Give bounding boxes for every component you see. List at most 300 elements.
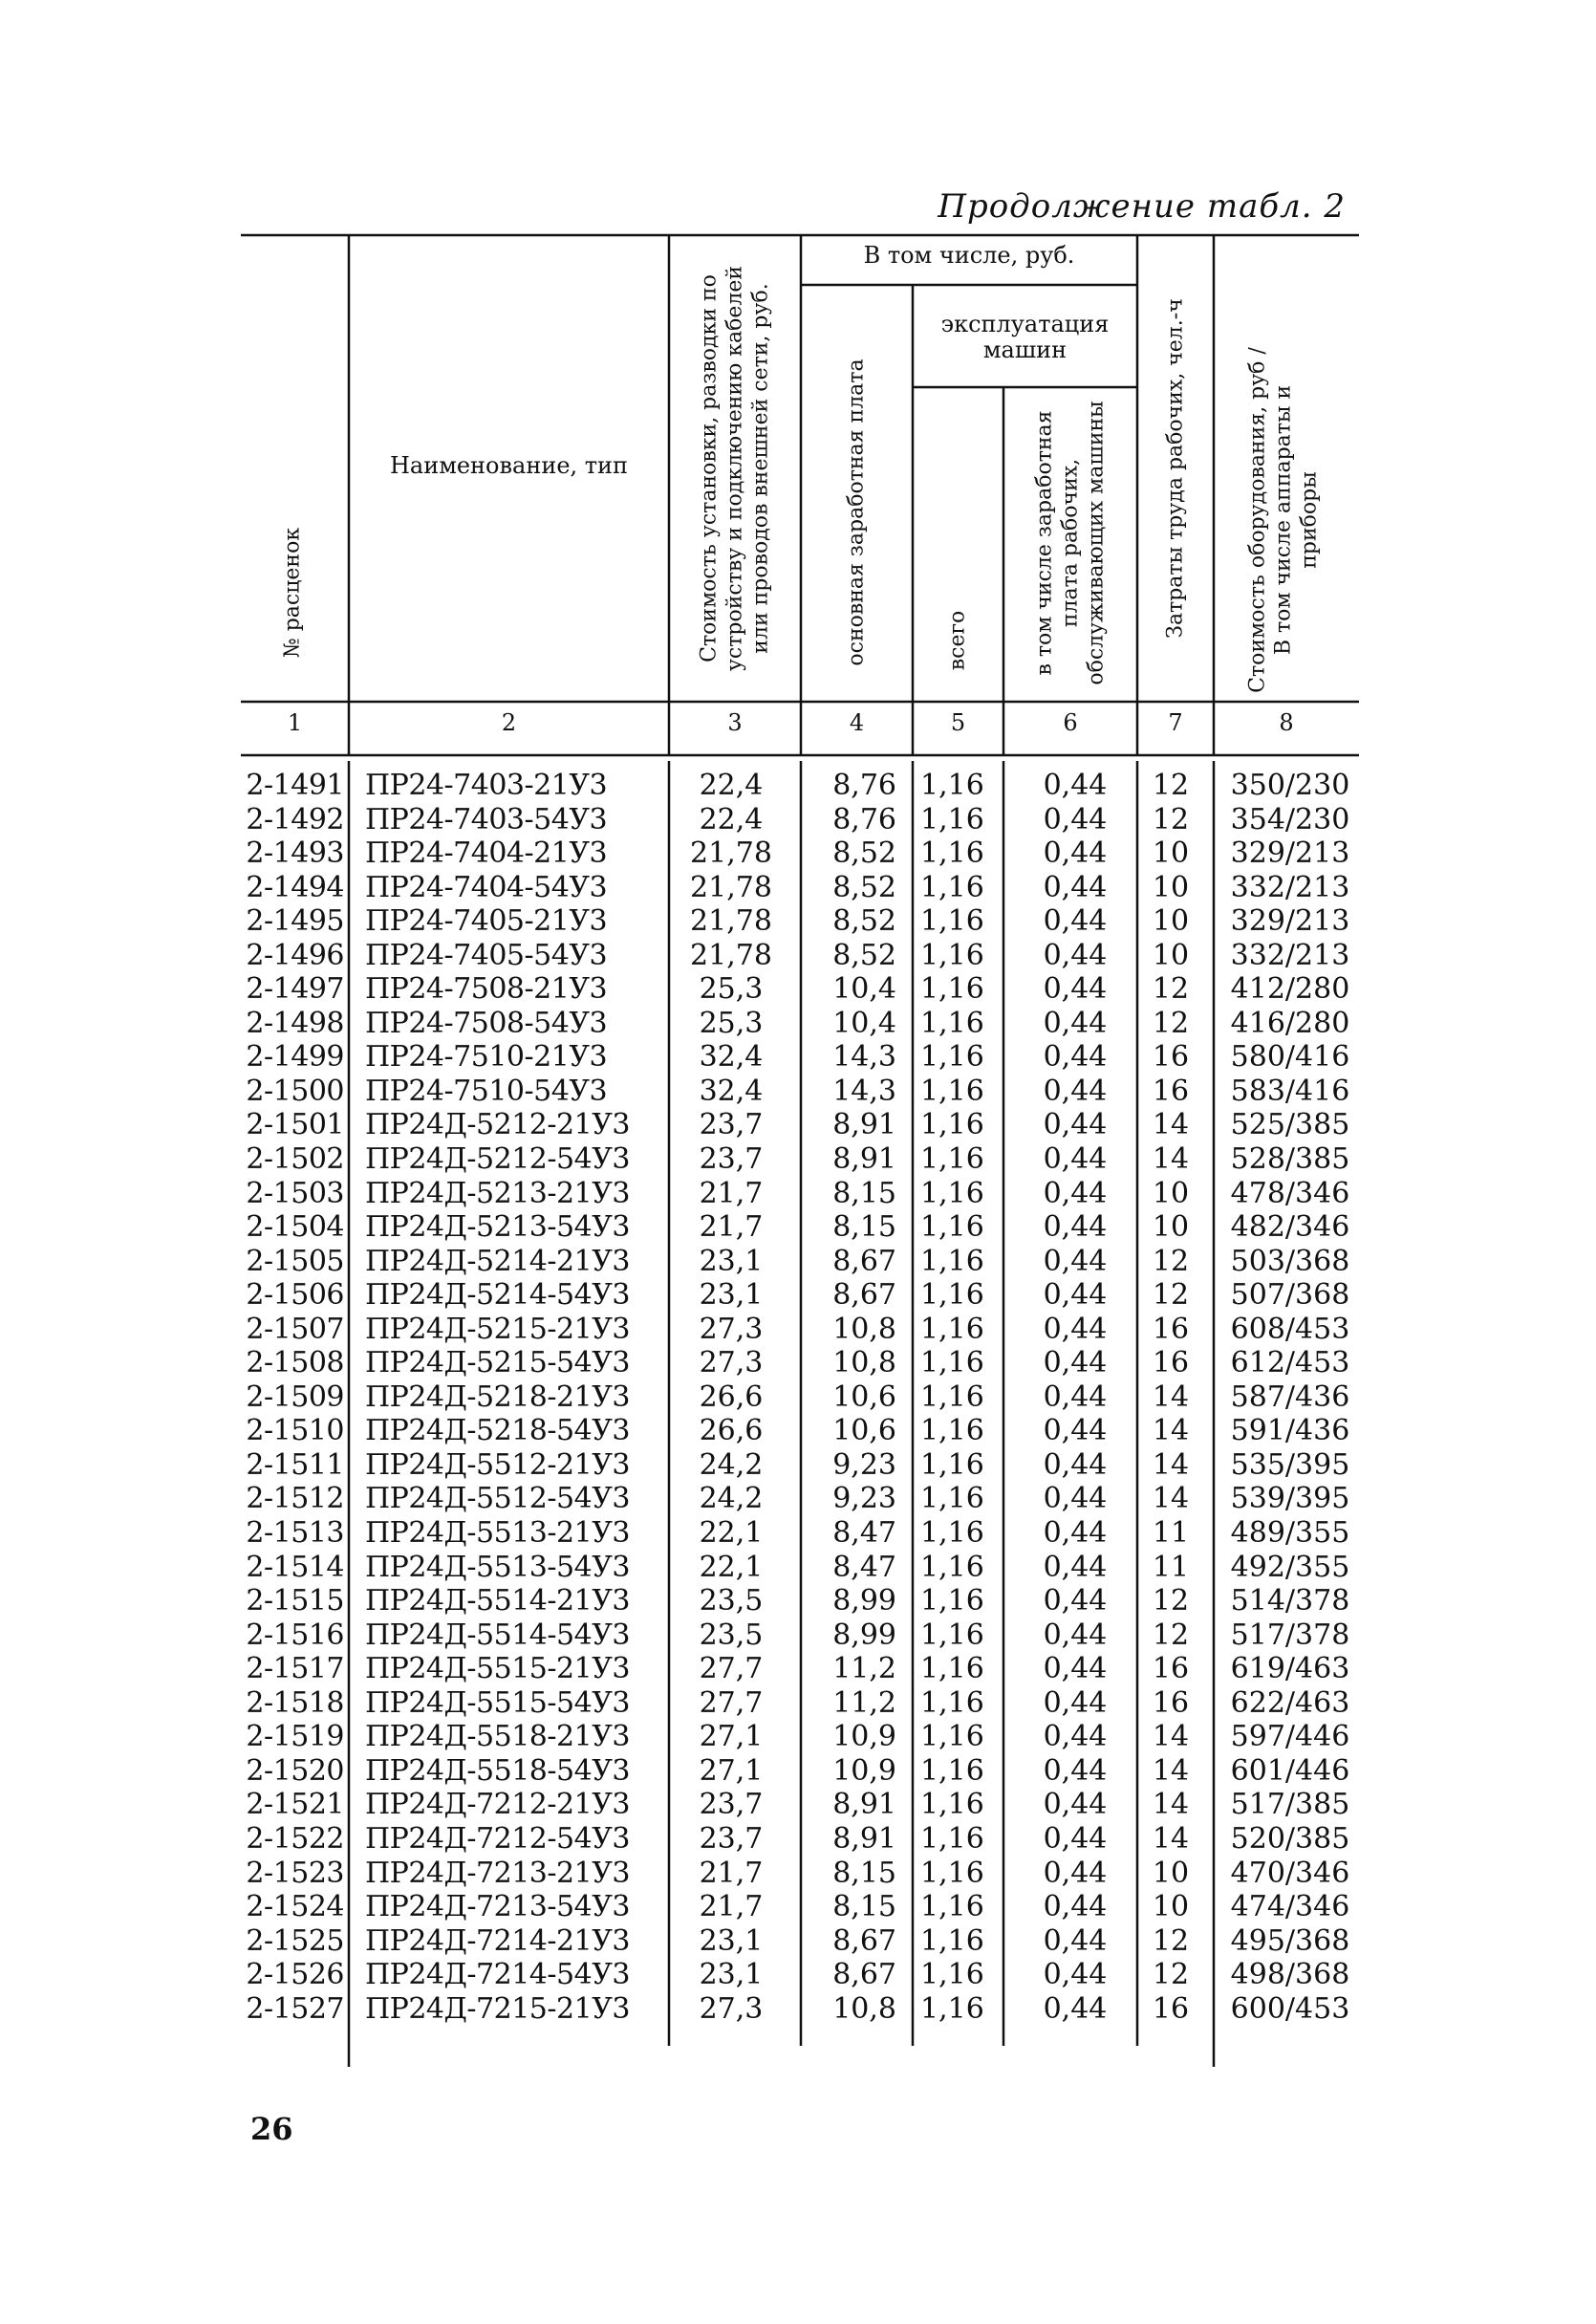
cell-basic-wage: 8,52: [832, 836, 896, 871]
cell-machine-operator-wage: 0,44: [1043, 1414, 1108, 1448]
cell-install-cost: 24,2: [699, 1482, 764, 1516]
cell-labor-cost: 16: [1152, 1312, 1190, 1346]
cell-labor-cost: 12: [1152, 1584, 1190, 1618]
cell-machine-operator-wage: 0,44: [1043, 904, 1108, 939]
cell-rate-number: 2-1499: [246, 1040, 344, 1075]
cell-labor-cost: 12: [1152, 802, 1190, 836]
cell-labor-cost: 10: [1152, 1210, 1190, 1245]
cell-equipment-cost: 329/213: [1230, 836, 1350, 871]
cell-rate-number: 2-1491: [246, 769, 344, 802]
cell-install-cost: 21,7: [699, 1890, 764, 1924]
cell-equipment-cost: 416/280: [1230, 1006, 1350, 1040]
cell-labor-cost: 14: [1152, 1788, 1190, 1822]
cell-labor-cost: 14: [1152, 1142, 1190, 1177]
cell-basic-wage: 8,52: [832, 904, 896, 939]
table-row: [0, 1142, 1596, 1177]
cell-equipment-cost: 495/368: [1230, 1923, 1350, 1958]
cell-machines-total: 1,16: [920, 870, 984, 904]
cell-machines-total: 1,16: [920, 904, 984, 939]
cell-machines-total: 1,16: [920, 1821, 984, 1856]
cell-rate-number: 2-1523: [246, 1856, 344, 1890]
cell-install-cost: 25,3: [699, 1006, 764, 1040]
cell-equipment-cost: 503/368: [1230, 1244, 1350, 1278]
cell-rate-number: 2-1521: [246, 1788, 344, 1822]
cell-equipment-cost: 332/213: [1230, 870, 1350, 904]
cell-name-type: ПР24Д-5215-21У3: [365, 1312, 630, 1346]
cell-rate-number: 2-1494: [246, 870, 344, 904]
cell-machine-operator-wage: 0,44: [1043, 1516, 1108, 1551]
cell-install-cost: 21,78: [690, 938, 772, 972]
table-body: [0, 769, 1596, 2026]
cell-labor-cost: 12: [1152, 1958, 1190, 1992]
cell-machines-total: 1,16: [920, 802, 984, 836]
cell-install-cost: 22,4: [699, 802, 764, 836]
cell-install-cost: 21,7: [699, 1210, 764, 1245]
table-row: [0, 1618, 1596, 1653]
cell-rate-number: 2-1518: [246, 1685, 344, 1720]
cell-name-type: ПР24Д-5512-21У3: [365, 1447, 630, 1482]
cell-rate-number: 2-1505: [246, 1244, 344, 1278]
cell-install-cost: 27,3: [699, 1991, 764, 2026]
cell-machine-operator-wage: 0,44: [1043, 1991, 1108, 2026]
cell-install-cost: 24,2: [699, 1447, 764, 1482]
cell-labor-cost: 10: [1152, 904, 1190, 939]
cell-rate-number: 2-1524: [246, 1890, 344, 1924]
cell-rate-number: 2-1522: [246, 1821, 344, 1856]
cell-equipment-cost: 507/368: [1230, 1278, 1350, 1313]
cell-labor-cost: 12: [1152, 1923, 1190, 1958]
col-number-2: 2: [501, 709, 517, 736]
header-basic-wage: основная заработная плата: [844, 358, 869, 666]
cell-machines-total: 1,16: [920, 1142, 984, 1177]
cell-name-type: ПР24-7405-21У3: [365, 904, 608, 939]
cell-rate-number: 2-1511: [246, 1447, 344, 1482]
cell-labor-cost: 10: [1152, 1176, 1190, 1210]
cell-install-cost: 23,1: [699, 1278, 764, 1313]
cell-basic-wage: 11,2: [832, 1685, 896, 1720]
table-row: [0, 1210, 1596, 1245]
cell-labor-cost: 14: [1152, 1720, 1190, 1754]
cell-basic-wage: 8,15: [832, 1890, 896, 1924]
col-number-7: 7: [1168, 709, 1183, 736]
cell-machines-total: 1,16: [920, 1584, 984, 1618]
cell-machine-operator-wage: 0,44: [1043, 1652, 1108, 1686]
cell-labor-cost: 12: [1152, 972, 1190, 1007]
cell-name-type: ПР24-7403-54У3: [365, 802, 608, 836]
cell-machine-operator-wage: 0,44: [1043, 1312, 1108, 1346]
table-caption: Продолжение табл. 2: [938, 187, 1346, 226]
cell-basic-wage: 8,76: [832, 802, 896, 836]
table-row: [0, 904, 1596, 939]
cell-install-cost: 27,1: [699, 1720, 764, 1754]
cell-basic-wage: 8,47: [832, 1550, 896, 1584]
table-row: [0, 1958, 1596, 1992]
cell-equipment-cost: 482/346: [1230, 1210, 1350, 1245]
header-name-type: Наименование, тип: [389, 452, 629, 479]
cell-machines-total: 1,16: [920, 1346, 984, 1380]
cell-labor-cost: 10: [1152, 1890, 1190, 1924]
cell-rate-number: 2-1501: [246, 1108, 344, 1142]
cell-labor-cost: 14: [1152, 1821, 1190, 1856]
cell-name-type: ПР24Д-5514-21У3: [365, 1584, 630, 1618]
cell-machine-operator-wage: 0,44: [1043, 836, 1108, 871]
cell-install-cost: 27,3: [699, 1312, 764, 1346]
cell-basic-wage: 9,23: [832, 1447, 896, 1482]
cell-labor-cost: 12: [1152, 1618, 1190, 1652]
cell-name-type: ПР24-7508-54У3: [365, 1006, 608, 1040]
cell-machines-total: 1,16: [920, 1482, 984, 1516]
table-row: [0, 1245, 1596, 1279]
cell-basic-wage: 8,99: [832, 1584, 896, 1618]
cell-machine-operator-wage: 0,44: [1043, 972, 1108, 1007]
header-install-cost: Стоимость установки, разводки по устройству и подключению кабелей или проводов внешней сети, руб.: [697, 265, 773, 672]
cell-install-cost: 21,7: [699, 1176, 764, 1210]
cell-equipment-cost: 619/463: [1230, 1652, 1350, 1686]
cell-machine-operator-wage: 0,44: [1043, 1108, 1108, 1142]
cell-name-type: ПР24Д-5513-54У3: [365, 1550, 630, 1584]
cell-rate-number: 2-1496: [246, 938, 344, 972]
table-row: [0, 1278, 1596, 1313]
cell-basic-wage: 8,47: [832, 1516, 896, 1551]
cell-name-type: ПР24Д-5518-54У3: [365, 1753, 630, 1788]
cell-install-cost: 23,7: [699, 1788, 764, 1822]
cell-machine-operator-wage: 0,44: [1043, 1074, 1108, 1108]
cell-machines-total: 1,16: [920, 1753, 984, 1788]
table-row: [0, 1040, 1596, 1075]
cell-rate-number: 2-1503: [246, 1176, 344, 1210]
cell-machine-operator-wage: 0,44: [1043, 1040, 1108, 1075]
table-row: [0, 1720, 1596, 1754]
cell-rate-number: 2-1504: [246, 1210, 344, 1245]
table-row: [0, 1177, 1596, 1211]
table-row: [0, 1075, 1596, 1109]
cell-basic-wage: 10,8: [832, 1991, 896, 2026]
cell-basic-wage: 10,4: [832, 1006, 896, 1040]
cell-machine-operator-wage: 0,44: [1043, 1923, 1108, 1958]
table-row: [0, 1380, 1596, 1415]
cell-install-cost: 21,78: [690, 836, 772, 871]
cell-name-type: ПР24Д-5518-21У3: [365, 1720, 630, 1754]
cell-name-type: ПР24Д-5212-21У3: [365, 1108, 630, 1142]
cell-name-type: ПР24Д-5213-21У3: [365, 1176, 630, 1210]
table-row: [0, 1482, 1596, 1516]
cell-machines-total: 1,16: [920, 1890, 984, 1924]
cell-basic-wage: 8,91: [832, 1821, 896, 1856]
cell-labor-cost: 14: [1152, 1379, 1190, 1414]
header-rate-number: № расценок: [280, 527, 305, 659]
cell-machines-total: 1,16: [920, 1244, 984, 1278]
cell-equipment-cost: 539/395: [1230, 1482, 1350, 1516]
cell-basic-wage: 10,8: [832, 1346, 896, 1380]
cell-install-cost: 23,5: [699, 1618, 764, 1652]
cell-machines-total: 1,16: [920, 1550, 984, 1584]
cell-equipment-cost: 612/453: [1230, 1346, 1350, 1380]
cell-equipment-cost: 597/446: [1230, 1720, 1350, 1754]
cell-machine-operator-wage: 0,44: [1043, 1379, 1108, 1414]
cell-machine-operator-wage: 0,44: [1043, 1720, 1108, 1754]
cell-basic-wage: 10,9: [832, 1753, 896, 1788]
table-row: [0, 803, 1596, 837]
cell-equipment-cost: 514/378: [1230, 1584, 1350, 1618]
table-row: [0, 1448, 1596, 1483]
cell-install-cost: 27,7: [699, 1685, 764, 1720]
cell-name-type: ПР24Д-5214-21У3: [365, 1244, 630, 1278]
table-row: [0, 972, 1596, 1007]
cell-machines-total: 1,16: [920, 1652, 984, 1686]
header-machines-total: всего: [945, 610, 970, 671]
cell-machines-total: 1,16: [920, 972, 984, 1007]
cell-install-cost: 23,1: [699, 1923, 764, 1958]
cell-basic-wage: 10,4: [832, 972, 896, 1007]
cell-name-type: ПР24-7405-54У3: [365, 938, 608, 972]
cell-name-type: ПР24-7404-21У3: [365, 836, 608, 871]
cell-machine-operator-wage: 0,44: [1043, 1821, 1108, 1856]
cell-machine-operator-wage: 0,44: [1043, 1685, 1108, 1720]
cell-name-type: ПР24Д-7213-21У3: [365, 1856, 630, 1890]
cell-labor-cost: 11: [1152, 1516, 1190, 1551]
cell-rate-number: 2-1500: [246, 1074, 344, 1108]
table-row: [0, 769, 1596, 803]
cell-machines-total: 1,16: [920, 938, 984, 972]
cell-name-type: ПР24Д-7215-21У3: [365, 1991, 630, 2026]
cell-basic-wage: 8,67: [832, 1958, 896, 1992]
cell-machines-total: 1,16: [920, 1923, 984, 1958]
table-row: [0, 1857, 1596, 1891]
cell-labor-cost: 14: [1152, 1108, 1190, 1142]
cell-machine-operator-wage: 0,44: [1043, 1176, 1108, 1210]
cell-labor-cost: 10: [1152, 836, 1190, 871]
cell-labor-cost: 16: [1152, 1685, 1190, 1720]
cell-machine-operator-wage: 0,44: [1043, 938, 1108, 972]
cell-rate-number: 2-1517: [246, 1652, 344, 1686]
cell-name-type: ПР24Д-5218-54У3: [365, 1414, 630, 1448]
header-machine-operator-wage: в том числе заработная плата рабочих, обслуживающих машины: [1032, 401, 1109, 685]
cell-equipment-cost: 517/378: [1230, 1618, 1350, 1652]
cell-basic-wage: 8,67: [832, 1278, 896, 1313]
cell-install-cost: 21,7: [699, 1856, 764, 1890]
cell-equipment-cost: 525/385: [1230, 1108, 1350, 1142]
cell-equipment-cost: 580/416: [1230, 1040, 1350, 1075]
cell-install-cost: 22,4: [699, 769, 764, 802]
cell-machine-operator-wage: 0,44: [1043, 1006, 1108, 1040]
cell-machines-total: 1,16: [920, 1278, 984, 1313]
table-row: [0, 1551, 1596, 1585]
page-number: 26: [250, 2111, 293, 2147]
cell-labor-cost: 10: [1152, 1856, 1190, 1890]
header-equipment-cost: Стоимость оборудования, руб /В том числе аппараты и приборы: [1245, 347, 1322, 693]
cell-rate-number: 2-1527: [246, 1991, 344, 2026]
cell-equipment-cost: 332/213: [1230, 938, 1350, 972]
table-row: [0, 1686, 1596, 1721]
cell-install-cost: 22,1: [699, 1516, 764, 1551]
table-row: [0, 1346, 1596, 1380]
cell-machines-total: 1,16: [920, 1379, 984, 1414]
cell-name-type: ПР24Д-5213-54У3: [365, 1210, 630, 1245]
cell-machine-operator-wage: 0,44: [1043, 870, 1108, 904]
cell-name-type: ПР24-7404-54У3: [365, 870, 608, 904]
cell-machine-operator-wage: 0,44: [1043, 1142, 1108, 1177]
cell-install-cost: 22,1: [699, 1550, 764, 1584]
cell-equipment-cost: 587/436: [1230, 1379, 1350, 1414]
cell-machines-total: 1,16: [920, 769, 984, 802]
cell-equipment-cost: 492/355: [1230, 1550, 1350, 1584]
cell-rate-number: 2-1502: [246, 1142, 344, 1177]
cell-install-cost: 23,1: [699, 1958, 764, 1992]
cell-name-type: ПР24Д-5514-54У3: [365, 1618, 630, 1652]
cell-rate-number: 2-1513: [246, 1516, 344, 1551]
cell-machines-total: 1,16: [920, 1312, 984, 1346]
cell-labor-cost: 16: [1152, 1074, 1190, 1108]
cell-machines-total: 1,16: [920, 1006, 984, 1040]
cell-labor-cost: 12: [1152, 1278, 1190, 1313]
cell-install-cost: 27,3: [699, 1346, 764, 1380]
cell-name-type: ПР24Д-5515-21У3: [365, 1652, 630, 1686]
cell-machines-total: 1,16: [920, 1074, 984, 1108]
cell-rate-number: 2-1514: [246, 1550, 344, 1584]
cell-rate-number: 2-1519: [246, 1720, 344, 1754]
cell-name-type: ПР24-7510-21У3: [365, 1040, 608, 1075]
cell-install-cost: 23,7: [699, 1142, 764, 1177]
cell-machines-total: 1,16: [920, 1447, 984, 1482]
cell-labor-cost: 16: [1152, 1991, 1190, 2026]
header-group-including: В том числе, руб.: [863, 242, 1075, 269]
cell-name-type: ПР24Д-5513-21У3: [365, 1516, 630, 1551]
cell-basic-wage: 8,67: [832, 1244, 896, 1278]
cell-labor-cost: 16: [1152, 1040, 1190, 1075]
cell-install-cost: 26,6: [699, 1414, 764, 1448]
cell-basic-wage: 10,9: [832, 1720, 896, 1754]
table-row: [0, 1516, 1596, 1551]
cell-install-cost: 23,7: [699, 1821, 764, 1856]
cell-equipment-cost: 583/416: [1230, 1074, 1350, 1108]
cell-basic-wage: 8,15: [832, 1856, 896, 1890]
cell-install-cost: 27,7: [699, 1652, 764, 1686]
cell-install-cost: 23,1: [699, 1244, 764, 1278]
cell-machine-operator-wage: 0,44: [1043, 1346, 1108, 1380]
cell-machine-operator-wage: 0,44: [1043, 1618, 1108, 1652]
cell-basic-wage: 8,91: [832, 1108, 896, 1142]
col-number-3: 3: [727, 709, 743, 736]
cell-machine-operator-wage: 0,44: [1043, 1482, 1108, 1516]
cell-machine-operator-wage: 0,44: [1043, 1244, 1108, 1278]
cell-name-type: ПР24-7510-54У3: [365, 1074, 608, 1108]
cell-install-cost: 23,5: [699, 1584, 764, 1618]
table-row: [0, 1822, 1596, 1857]
cell-equipment-cost: 535/395: [1230, 1447, 1350, 1482]
col-number-6: 6: [1063, 709, 1078, 736]
cell-install-cost: 32,4: [699, 1040, 764, 1075]
cell-rate-number: 2-1510: [246, 1414, 344, 1448]
cell-basic-wage: 10,8: [832, 1312, 896, 1346]
cell-rate-number: 2-1520: [246, 1753, 344, 1788]
cell-name-type: ПР24Д-5218-21У3: [365, 1379, 630, 1414]
cell-labor-cost: 11: [1152, 1550, 1190, 1584]
table-row: [0, 1754, 1596, 1789]
cell-equipment-cost: 329/213: [1230, 904, 1350, 939]
cell-name-type: ПР24Д-7214-54У3: [365, 1958, 630, 1992]
cell-machine-operator-wage: 0,44: [1043, 1856, 1108, 1890]
cell-machine-operator-wage: 0,44: [1043, 1210, 1108, 1245]
cell-labor-cost: 12: [1152, 1006, 1190, 1040]
cell-machines-total: 1,16: [920, 1516, 984, 1551]
cell-rate-number: 2-1497: [246, 972, 344, 1007]
cell-rate-number: 2-1493: [246, 836, 344, 871]
table-row: [0, 1584, 1596, 1618]
cell-install-cost: 32,4: [699, 1074, 764, 1108]
cell-machine-operator-wage: 0,44: [1043, 802, 1108, 836]
cell-labor-cost: 10: [1152, 870, 1190, 904]
cell-machine-operator-wage: 0,44: [1043, 1788, 1108, 1822]
cell-machines-total: 1,16: [920, 1040, 984, 1075]
cell-basic-wage: 14,3: [832, 1040, 896, 1075]
cell-rate-number: 2-1495: [246, 904, 344, 939]
cell-machines-total: 1,16: [920, 1685, 984, 1720]
cell-basic-wage: 9,23: [832, 1482, 896, 1516]
cell-basic-wage: 8,91: [832, 1788, 896, 1822]
cell-machines-total: 1,16: [920, 1176, 984, 1210]
cell-machine-operator-wage: 0,44: [1043, 769, 1108, 802]
cell-machines-total: 1,16: [920, 1210, 984, 1245]
cell-machine-operator-wage: 0,44: [1043, 1753, 1108, 1788]
table-row: [0, 1992, 1596, 2027]
cell-install-cost: 27,1: [699, 1753, 764, 1788]
cell-install-cost: 26,6: [699, 1379, 764, 1414]
cell-labor-cost: 16: [1152, 1346, 1190, 1380]
col-number-1: 1: [287, 709, 303, 736]
cell-rate-number: 2-1507: [246, 1312, 344, 1346]
cell-basic-wage: 14,3: [832, 1074, 896, 1108]
cell-labor-cost: 14: [1152, 1753, 1190, 1788]
cell-equipment-cost: 608/453: [1230, 1312, 1350, 1346]
cell-name-type: ПР24Д-5214-54У3: [365, 1278, 630, 1313]
cell-rate-number: 2-1526: [246, 1958, 344, 1992]
table-row: [0, 939, 1596, 973]
cell-machine-operator-wage: 0,44: [1043, 1447, 1108, 1482]
cell-equipment-cost: 517/385: [1230, 1788, 1350, 1822]
table-row: [0, 1924, 1596, 1959]
cell-equipment-cost: 489/355: [1230, 1516, 1350, 1551]
cell-equipment-cost: 622/463: [1230, 1685, 1350, 1720]
cell-equipment-cost: 478/346: [1230, 1176, 1350, 1210]
cell-rate-number: 2-1492: [246, 802, 344, 836]
cell-equipment-cost: 498/368: [1230, 1958, 1350, 1992]
cell-name-type: ПР24Д-7212-54У3: [365, 1821, 630, 1856]
cell-rate-number: 2-1512: [246, 1482, 344, 1516]
cell-machines-total: 1,16: [920, 1720, 984, 1754]
table-row: [0, 1414, 1596, 1448]
cell-basic-wage: 8,52: [832, 870, 896, 904]
cell-rate-number: 2-1498: [246, 1006, 344, 1040]
cell-basic-wage: 11,2: [832, 1652, 896, 1686]
cell-basic-wage: 8,52: [832, 938, 896, 972]
cell-machines-total: 1,16: [920, 1856, 984, 1890]
cell-name-type: ПР24Д-5515-54У3: [365, 1685, 630, 1720]
cell-basic-wage: 8,15: [832, 1210, 896, 1245]
header-labor-cost: Затраты труда рабочих, чел.-ч: [1163, 298, 1188, 639]
cell-labor-cost: 10: [1152, 938, 1190, 972]
cell-machines-total: 1,16: [920, 836, 984, 871]
table-row: [0, 871, 1596, 905]
cell-name-type: ПР24Д-5212-54У3: [365, 1142, 630, 1177]
cell-equipment-cost: 600/453: [1230, 1991, 1350, 2026]
cell-machines-total: 1,16: [920, 1618, 984, 1652]
cell-labor-cost: 12: [1152, 769, 1190, 802]
cell-basic-wage: 8,91: [832, 1142, 896, 1177]
cell-machines-total: 1,16: [920, 1108, 984, 1142]
cell-labor-cost: 12: [1152, 1244, 1190, 1278]
cell-basic-wage: 8,76: [832, 769, 896, 802]
cell-name-type: ПР24Д-7212-21У3: [365, 1788, 630, 1822]
